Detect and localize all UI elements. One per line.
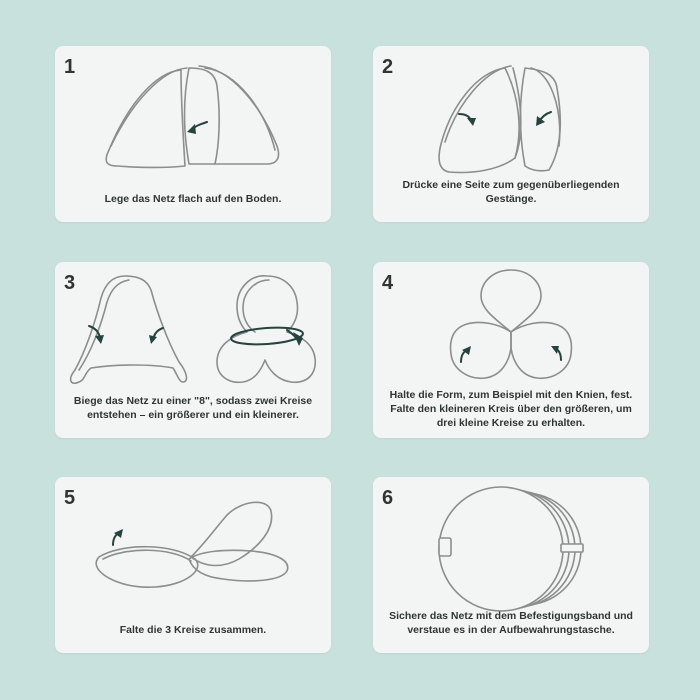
step-number: 1: [64, 56, 76, 78]
step-number: 4: [382, 272, 394, 294]
step-card-4: [373, 262, 649, 438]
step-caption: Falte die 3 Kreise zusammen.: [119, 624, 267, 636]
step-card-5: [55, 477, 331, 653]
step-number: 5: [64, 487, 76, 509]
step-number: 3: [64, 272, 76, 294]
step-number: 6: [382, 487, 394, 509]
step-caption: Halte die Form, zum Beispiel mit den Knien, fest. Falte den kleineren Kreis über den größeren, um drei kleine Kreise zu erhalten.: [389, 389, 633, 429]
step-card-2: [373, 46, 649, 222]
step-card-1: [55, 46, 331, 222]
step-card-6: [373, 477, 649, 653]
step-number: 2: [382, 56, 394, 78]
step-caption: Sichere das Netz mit dem Befestigungsband und verstaue es in der Aufbewahrungstasche.: [389, 610, 633, 636]
step-card-3: [55, 262, 331, 438]
step-caption: Lege das Netz flach auf den Boden.: [104, 193, 282, 205]
step-caption: Biege das Netz zu einer "8", sodass zwei Kreise entstehen – ein größerer und ein kleinerer.: [73, 395, 313, 421]
step-caption: Drücke eine Seite zum gegenüberliegenden Gestänge.: [402, 179, 620, 205]
